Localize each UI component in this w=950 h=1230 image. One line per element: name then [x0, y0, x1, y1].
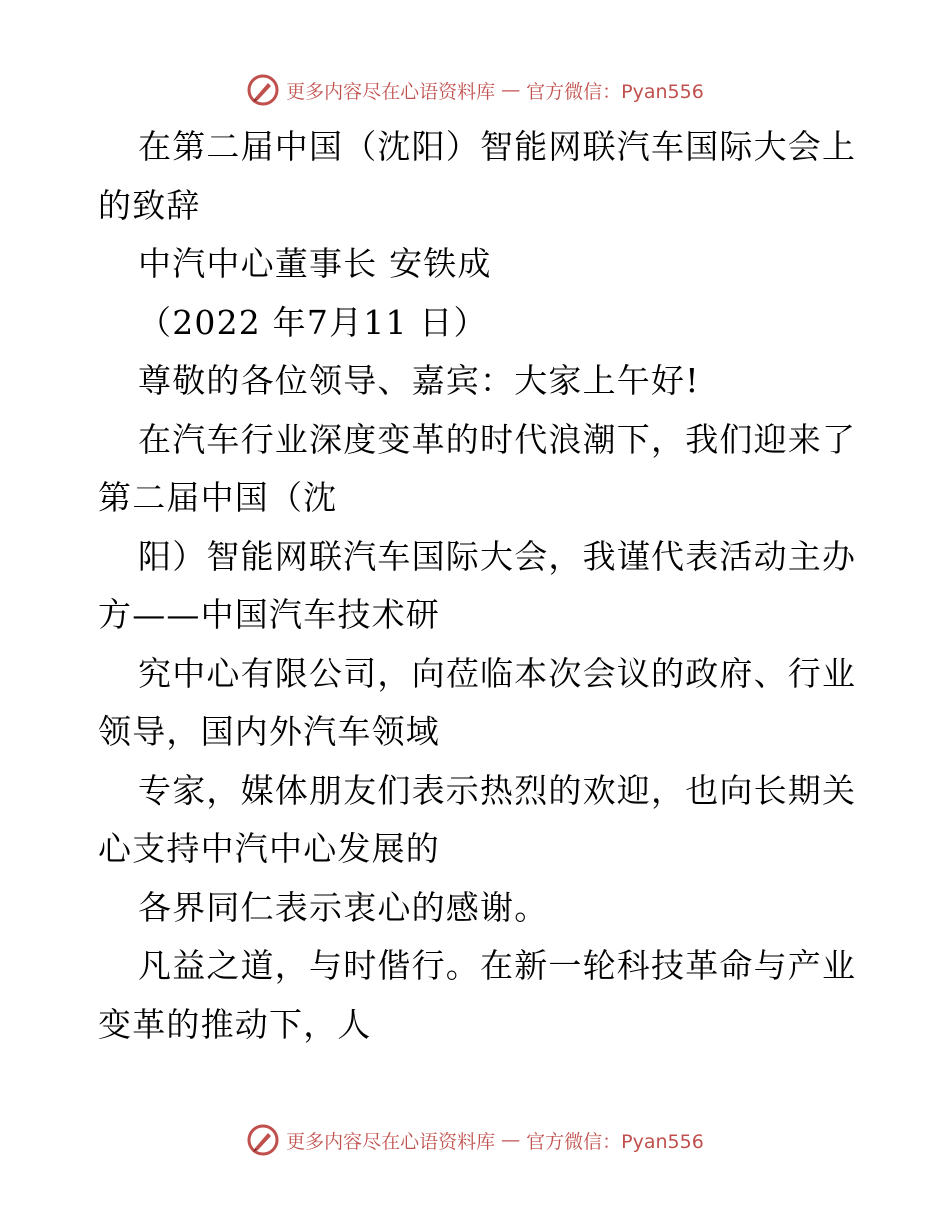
paragraph-line: 心支持中汽中心发展的	[98, 829, 440, 868]
date-line: （2022 年7月11 日）	[138, 302, 488, 342]
document-body	[98, 118, 858, 1054]
banner-wechat: 官方微信：Pyan556	[526, 1130, 704, 1153]
paragraph-line: 在汽车行业深度变革的时代浪潮下，我们迎来了	[138, 419, 857, 459]
banner-separator: —	[501, 1129, 521, 1151]
paragraph-line: 领导，国内外汽车领域	[98, 712, 440, 751]
paragraph-line: 阳）智能网联汽车国际大会，我谨代表活动主办	[138, 536, 857, 576]
title-line-2: 的致辞	[98, 185, 201, 225]
paragraph-line: 方——中国汽车技术研	[98, 595, 440, 634]
pen-logo-icon	[246, 1123, 280, 1157]
banner-text: 更多内容尽在心语资料库	[286, 1130, 496, 1153]
paragraph-line: 各界同仁表示衷心的感谢。	[138, 887, 549, 927]
paragraph-line: 第二届中国（沈	[98, 478, 338, 517]
paragraph-line: 专家，媒体朋友们表示热烈的欢迎，也向长期关	[138, 770, 857, 810]
title-line-1: 在第二届中国（沈阳）智能网联汽车国际大会上	[138, 127, 857, 166]
speaker-line: 中汽中心董事长 安铁成	[138, 244, 492, 283]
salutation-line: 尊敬的各位领导、嘉宾：大家上午好!	[138, 361, 700, 400]
banner-wechat: 官方微信：Pyan556	[526, 80, 704, 103]
pen-logo-icon	[246, 73, 280, 107]
banner-separator: —	[501, 79, 521, 101]
banner-text: 更多内容尽在心语资料库	[286, 80, 496, 103]
footer-banner	[0, 1120, 950, 1160]
header-banner	[0, 70, 950, 110]
paragraph-line: 变革的推动下，人	[98, 1004, 372, 1044]
paragraph-line: 究中心有限公司，向莅临本次会议的政府、行业	[138, 653, 857, 693]
paragraph-line: 凡益之道，与时偕行。在新一轮科技革命与产业	[138, 946, 857, 985]
